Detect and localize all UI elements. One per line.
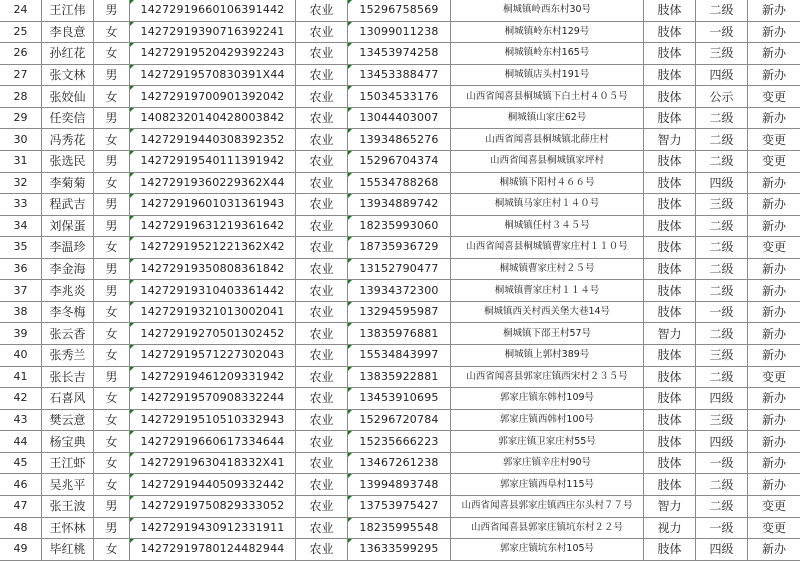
occupation-cell[interactable]: 农业	[296, 474, 348, 496]
disability-level-cell[interactable]: 二级	[696, 215, 748, 237]
address-cell[interactable]: 桐城镇岭西东村30号	[451, 0, 644, 21]
id-number-cell[interactable]: 14272919350808361842	[130, 258, 296, 280]
row-number-cell[interactable]: 42	[0, 388, 42, 410]
sex-cell[interactable]: 男	[94, 215, 130, 237]
address-cell[interactable]: 桐城镇山家庄62号	[451, 107, 644, 129]
disability-level-cell[interactable]: 一级	[696, 517, 748, 539]
address-cell[interactable]: 桐城镇西关村西关堡大巷14号	[451, 301, 644, 323]
disability-type-cell[interactable]: 肢体	[644, 409, 696, 431]
id-number-cell[interactable]: 14082320140428003842	[130, 107, 296, 129]
disability-level-cell[interactable]: 二级	[696, 258, 748, 280]
address-cell[interactable]: 山西省闻喜县郭家庄镇西宋村２３５号	[451, 366, 644, 388]
name-cell[interactable]: 程武吉	[42, 194, 94, 216]
phone-cell[interactable]: 18235993060	[348, 215, 451, 237]
disability-type-cell[interactable]: 肢体	[644, 150, 696, 172]
phone-cell[interactable]: 13994893748	[348, 474, 451, 496]
disability-type-cell[interactable]: 智力	[644, 495, 696, 517]
id-number-cell[interactable]: 14272919440308392352	[130, 129, 296, 151]
address-cell[interactable]: 桐城镇上郭村389号	[451, 345, 644, 367]
row-number-cell[interactable]: 34	[0, 215, 42, 237]
sex-cell[interactable]: 女	[94, 86, 130, 108]
status-cell[interactable]: 新办	[748, 258, 800, 280]
occupation-cell[interactable]: 农业	[296, 323, 348, 345]
name-cell[interactable]: 李菊菊	[42, 172, 94, 194]
table-row	[0, 366, 800, 388]
status-cell[interactable]: 变更	[748, 237, 800, 259]
disability-level-cell[interactable]: 三级	[696, 43, 748, 65]
disability-type-cell[interactable]: 肢体	[644, 539, 696, 561]
name-cell[interactable]: 樊云意	[42, 409, 94, 431]
disability-type-cell[interactable]: 肢体	[644, 86, 696, 108]
sex-cell[interactable]: 女	[94, 43, 130, 65]
name-cell[interactable]: 王怀林	[42, 517, 94, 539]
phone-cell[interactable]: 15034533176	[348, 86, 451, 108]
occupation-cell[interactable]: 农业	[296, 258, 348, 280]
table-row	[0, 431, 800, 453]
table-row	[0, 409, 800, 431]
disability-level-cell[interactable]: 一级	[696, 301, 748, 323]
address-cell[interactable]: 桐城镇店头村191号	[451, 64, 644, 86]
occupation-cell[interactable]: 农业	[296, 21, 348, 43]
occupation-cell[interactable]: 农业	[296, 129, 348, 151]
disability-level-cell[interactable]: 二级	[696, 107, 748, 129]
table-row	[0, 129, 800, 151]
row-number-cell[interactable]: 29	[0, 107, 42, 129]
disability-level-cell[interactable]: 二级	[696, 280, 748, 302]
table-row	[0, 388, 800, 410]
disability-level-cell[interactable]: 四级	[696, 64, 748, 86]
phone-cell[interactable]: 13835976881	[348, 323, 451, 345]
occupation-cell[interactable]: 农业	[296, 431, 348, 453]
phone-cell[interactable]: 13453388477	[348, 64, 451, 86]
occupation-cell[interactable]: 农业	[296, 301, 348, 323]
name-cell[interactable]: 王江伟	[42, 0, 94, 21]
name-cell[interactable]: 李温珍	[42, 237, 94, 259]
row-number-cell[interactable]: 24	[0, 0, 42, 21]
sex-cell[interactable]: 男	[94, 150, 130, 172]
address-cell[interactable]: 郭家庄镇西韩村100号	[451, 409, 644, 431]
sex-cell[interactable]: 女	[94, 431, 130, 453]
disability-type-cell[interactable]: 肢体	[644, 194, 696, 216]
id-number-cell[interactable]: 14272919360229362X44	[130, 172, 296, 194]
row-number-cell[interactable]: 32	[0, 172, 42, 194]
status-cell[interactable]: 变更	[748, 517, 800, 539]
name-cell[interactable]: 毕红桃	[42, 539, 94, 561]
sex-cell[interactable]: 男	[94, 258, 130, 280]
row-number-cell[interactable]: 45	[0, 452, 42, 474]
table-row	[0, 345, 800, 367]
phone-cell[interactable]: 15296758569	[348, 0, 451, 21]
occupation-cell[interactable]: 农业	[296, 409, 348, 431]
sex-cell[interactable]: 女	[94, 129, 130, 151]
address-cell[interactable]: 郭家庄镇卫家庄村55号	[451, 431, 644, 453]
row-number-cell[interactable]: 41	[0, 366, 42, 388]
table-row	[0, 150, 800, 172]
id-number-cell[interactable]: 14272919521221362X42	[130, 237, 296, 259]
table-row	[0, 215, 800, 237]
row-number-cell[interactable]: 48	[0, 517, 42, 539]
address-cell[interactable]: 山西省闻喜县桐城镇北薛庄村	[451, 129, 644, 151]
table-row	[0, 452, 800, 474]
id-number-cell[interactable]: 14272919780124482944	[130, 539, 296, 561]
occupation-cell[interactable]: 农业	[296, 215, 348, 237]
status-cell[interactable]: 新办	[748, 43, 800, 65]
status-cell[interactable]: 新办	[748, 474, 800, 496]
table-row	[0, 0, 800, 21]
row-number-cell[interactable]: 37	[0, 280, 42, 302]
id-number-cell[interactable]: 14272919570830391X44	[130, 64, 296, 86]
disability-type-cell[interactable]: 肢体	[644, 301, 696, 323]
name-cell[interactable]: 石喜风	[42, 388, 94, 410]
address-cell[interactable]: 桐城镇下邵王村57号	[451, 323, 644, 345]
status-cell[interactable]: 新办	[748, 539, 800, 561]
table-row	[0, 495, 800, 517]
sex-cell[interactable]: 女	[94, 345, 130, 367]
status-cell[interactable]: 新办	[748, 323, 800, 345]
sex-cell[interactable]: 男	[94, 64, 130, 86]
phone-cell[interactable]: 13934865276	[348, 129, 451, 151]
disability-type-cell[interactable]: 肢体	[644, 388, 696, 410]
disability-type-cell[interactable]: 肢体	[644, 43, 696, 65]
disability-level-cell[interactable]: 二级	[696, 495, 748, 517]
status-cell[interactable]: 新办	[748, 21, 800, 43]
status-cell[interactable]: 变更	[748, 150, 800, 172]
phone-cell[interactable]: 13099011238	[348, 21, 451, 43]
phone-cell[interactable]: 15534843997	[348, 345, 451, 367]
address-cell[interactable]: 山西省闻喜县郭家庄镇坑东村２２号	[451, 517, 644, 539]
id-number-cell[interactable]: 14272919601031361943	[130, 194, 296, 216]
id-number-cell[interactable]: 14272919571227302043	[130, 345, 296, 367]
table-row	[0, 21, 800, 43]
occupation-cell[interactable]: 农业	[296, 86, 348, 108]
disability-level-cell[interactable]: 三级	[696, 194, 748, 216]
id-number-cell[interactable]: 14272919390716392241	[130, 21, 296, 43]
phone-cell[interactable]: 13467261238	[348, 452, 451, 474]
sex-cell[interactable]: 男	[94, 495, 130, 517]
address-cell[interactable]: 山西省闻喜县桐城镇下白土村４０５号	[451, 86, 644, 108]
disability-level-cell[interactable]: 四级	[696, 431, 748, 453]
table-row	[0, 64, 800, 86]
disability-type-cell[interactable]: 肢体	[644, 345, 696, 367]
phone-cell[interactable]: 15296704374	[348, 150, 451, 172]
status-cell[interactable]: 新办	[748, 388, 800, 410]
id-number-cell[interactable]: 14272919660617334644	[130, 431, 296, 453]
status-cell[interactable]: 新办	[748, 431, 800, 453]
sex-cell[interactable]: 男	[94, 107, 130, 129]
status-cell[interactable]: 新办	[748, 0, 800, 21]
occupation-cell[interactable]: 农业	[296, 280, 348, 302]
phone-cell[interactable]: 13044403007	[348, 107, 451, 129]
disability-level-cell[interactable]: 二级	[696, 129, 748, 151]
sex-cell[interactable]: 女	[94, 474, 130, 496]
phone-cell[interactable]: 13934372300	[348, 280, 451, 302]
id-number-cell[interactable]: 14272919270501302452	[130, 323, 296, 345]
status-cell[interactable]: 新办	[748, 172, 800, 194]
disability-level-cell[interactable]: 二级	[696, 150, 748, 172]
address-cell[interactable]: 桐城镇任村３４５号	[451, 215, 644, 237]
id-number-cell[interactable]: 14272919700901392042	[130, 86, 296, 108]
sex-cell[interactable]: 女	[94, 388, 130, 410]
name-cell[interactable]: 李良意	[42, 21, 94, 43]
id-number-cell[interactable]: 14272919461209331942	[130, 366, 296, 388]
phone-cell[interactable]: 13633599295	[348, 539, 451, 561]
row-number-cell[interactable]: 40	[0, 345, 42, 367]
row-number-cell[interactable]: 43	[0, 409, 42, 431]
disability-level-cell[interactable]: 四级	[696, 539, 748, 561]
row-number-cell[interactable]: 33	[0, 194, 42, 216]
id-number-cell[interactable]: 14272919750829333052	[130, 495, 296, 517]
table-row	[0, 539, 800, 561]
address-cell[interactable]: 山西省闻喜县桐城镇曹家庄村１１０号	[451, 237, 644, 259]
status-cell[interactable]: 新办	[748, 301, 800, 323]
address-cell[interactable]: 桐城镇曹家庄村１１４号	[451, 280, 644, 302]
phone-cell[interactable]: 15534788268	[348, 172, 451, 194]
phone-cell[interactable]: 13753975427	[348, 495, 451, 517]
sex-cell[interactable]: 女	[94, 539, 130, 561]
sex-cell[interactable]: 女	[94, 323, 130, 345]
disability-type-cell[interactable]: 肢体	[644, 172, 696, 194]
disability-type-cell[interactable]: 肢体	[644, 237, 696, 259]
row-number-cell[interactable]: 39	[0, 323, 42, 345]
disability-type-cell[interactable]: 肢体	[644, 366, 696, 388]
status-cell[interactable]: 新办	[748, 452, 800, 474]
name-cell[interactable]: 张云香	[42, 323, 94, 345]
disability-level-cell[interactable]: 二级	[696, 323, 748, 345]
table-row	[0, 474, 800, 496]
address-cell[interactable]: 桐城镇曹家庄村２５号	[451, 258, 644, 280]
row-number-cell[interactable]: 49	[0, 539, 42, 561]
sex-cell[interactable]: 女	[94, 301, 130, 323]
address-cell[interactable]: 桐城镇岭东村165号	[451, 43, 644, 65]
status-cell[interactable]: 新办	[748, 194, 800, 216]
row-number-cell[interactable]: 25	[0, 21, 42, 43]
name-cell[interactable]: 张文林	[42, 64, 94, 86]
name-cell[interactable]: 李金海	[42, 258, 94, 280]
disability-level-cell[interactable]: 公示	[696, 86, 748, 108]
sex-cell[interactable]: 女	[94, 452, 130, 474]
disability-level-cell[interactable]: 一级	[696, 452, 748, 474]
name-cell[interactable]: 刘保蛋	[42, 215, 94, 237]
disability-level-cell[interactable]: 二级	[696, 0, 748, 21]
table-row	[0, 237, 800, 259]
occupation-cell[interactable]: 农业	[296, 237, 348, 259]
name-cell[interactable]: 张秀兰	[42, 345, 94, 367]
disability-type-cell[interactable]: 肢体	[644, 474, 696, 496]
disability-type-cell[interactable]: 肢体	[644, 258, 696, 280]
table-row	[0, 258, 800, 280]
table-row	[0, 43, 800, 65]
id-number-cell[interactable]: 14272919540111391942	[130, 150, 296, 172]
occupation-cell[interactable]: 农业	[296, 0, 348, 21]
phone-cell[interactable]: 18235995548	[348, 517, 451, 539]
id-number-cell[interactable]: 14272919570908332244	[130, 388, 296, 410]
occupation-cell[interactable]: 农业	[296, 452, 348, 474]
table-row	[0, 172, 800, 194]
address-cell[interactable]: 桐城镇马家庄村１４０号	[451, 194, 644, 216]
row-number-cell[interactable]: 28	[0, 86, 42, 108]
table-row	[0, 194, 800, 216]
id-number-cell[interactable]: 14272919430912331911	[130, 517, 296, 539]
phone-cell[interactable]: 13294595987	[348, 301, 451, 323]
status-cell[interactable]: 新办	[748, 345, 800, 367]
row-number-cell[interactable]: 35	[0, 237, 42, 259]
row-number-cell[interactable]: 46	[0, 474, 42, 496]
row-number-cell[interactable]: 44	[0, 431, 42, 453]
status-cell[interactable]: 变更	[748, 366, 800, 388]
sex-cell[interactable]: 女	[94, 237, 130, 259]
row-number-cell[interactable]: 30	[0, 129, 42, 151]
disability-type-cell[interactable]: 肢体	[644, 431, 696, 453]
row-number-cell[interactable]: 26	[0, 43, 42, 65]
sex-cell[interactable]: 男	[94, 194, 130, 216]
name-cell[interactable]: 任奕信	[42, 107, 94, 129]
name-cell[interactable]: 张选民	[42, 150, 94, 172]
name-cell[interactable]: 张王波	[42, 495, 94, 517]
disability-type-cell[interactable]: 肢体	[644, 107, 696, 129]
occupation-cell[interactable]: 农业	[296, 194, 348, 216]
name-cell[interactable]: 张长吉	[42, 366, 94, 388]
id-number-cell[interactable]: 14272919440509332442	[130, 474, 296, 496]
name-cell[interactable]: 杨宝典	[42, 431, 94, 453]
sex-cell[interactable]: 女	[94, 409, 130, 431]
address-cell[interactable]: 桐城镇下阳村４６６号	[451, 172, 644, 194]
name-cell[interactable]: 王江虾	[42, 452, 94, 474]
disability-level-cell[interactable]: 四级	[696, 388, 748, 410]
occupation-cell[interactable]: 农业	[296, 388, 348, 410]
id-number-cell[interactable]: 14272919510510332943	[130, 409, 296, 431]
id-number-cell[interactable]: 14272919631219361642	[130, 215, 296, 237]
name-cell[interactable]: 孙红花	[42, 43, 94, 65]
name-cell[interactable]: 冯秀花	[42, 129, 94, 151]
table-row	[0, 280, 800, 302]
disability-type-cell[interactable]: 智力	[644, 323, 696, 345]
disability-level-cell[interactable]: 三级	[696, 409, 748, 431]
address-cell[interactable]: 郭家庄镇辛庄村90号	[451, 452, 644, 474]
phone-cell[interactable]: 18735936729	[348, 237, 451, 259]
phone-cell[interactable]: 13453910695	[348, 388, 451, 410]
row-number-cell[interactable]: 47	[0, 495, 42, 517]
occupation-cell[interactable]: 农业	[296, 345, 348, 367]
sex-cell[interactable]: 男	[94, 280, 130, 302]
row-number-cell[interactable]: 31	[0, 150, 42, 172]
phone-cell[interactable]: 13835922881	[348, 366, 451, 388]
phone-cell[interactable]: 13453974258	[348, 43, 451, 65]
name-cell[interactable]: 吴兆平	[42, 474, 94, 496]
id-number-cell[interactable]: 14272919321013002041	[130, 301, 296, 323]
address-cell[interactable]: 郭家庄镇坑东村105号	[451, 539, 644, 561]
id-number-cell[interactable]: 14272919520429392243	[130, 43, 296, 65]
status-cell[interactable]: 变更	[748, 86, 800, 108]
disability-type-cell[interactable]: 肢体	[644, 452, 696, 474]
address-cell[interactable]: 郭家庄镇东韩村109号	[451, 388, 644, 410]
sex-cell[interactable]: 女	[94, 21, 130, 43]
phone-cell[interactable]: 15235666223	[348, 431, 451, 453]
disability-level-cell[interactable]: 四级	[696, 172, 748, 194]
disability-level-cell[interactable]: 二级	[696, 237, 748, 259]
row-number-cell[interactable]: 27	[0, 64, 42, 86]
table-row	[0, 301, 800, 323]
phone-cell[interactable]: 13152790477	[348, 258, 451, 280]
status-cell[interactable]: 新办	[748, 215, 800, 237]
status-cell[interactable]: 新办	[748, 280, 800, 302]
disability-type-cell[interactable]: 智力	[644, 129, 696, 151]
sex-cell[interactable]: 女	[94, 172, 130, 194]
name-cell[interactable]: 李兆炎	[42, 280, 94, 302]
occupation-cell[interactable]: 农业	[296, 366, 348, 388]
disability-type-cell[interactable]: 视力	[644, 517, 696, 539]
phone-cell[interactable]: 15296720784	[348, 409, 451, 431]
sex-cell[interactable]: 男	[94, 517, 130, 539]
occupation-cell[interactable]: 农业	[296, 107, 348, 129]
id-number-cell[interactable]: 14272919310403361442	[130, 280, 296, 302]
address-cell[interactable]: 山西省闻喜县郭家庄镇西庄尔头村７７号	[451, 495, 644, 517]
disability-level-cell[interactable]: 一级	[696, 21, 748, 43]
occupation-cell[interactable]: 农业	[296, 43, 348, 65]
row-number-cell[interactable]: 36	[0, 258, 42, 280]
disability-level-cell[interactable]: 三级	[696, 345, 748, 367]
address-cell[interactable]: 山西省闻喜县桐城镇家坪村	[451, 150, 644, 172]
occupation-cell[interactable]: 农业	[296, 172, 348, 194]
table-row	[0, 86, 800, 108]
disability-type-cell[interactable]: 肢体	[644, 64, 696, 86]
disability-level-cell[interactable]: 二级	[696, 366, 748, 388]
disability-type-cell[interactable]: 肢体	[644, 0, 696, 21]
occupation-cell[interactable]: 农业	[296, 495, 348, 517]
occupation-cell[interactable]: 农业	[296, 150, 348, 172]
sex-cell[interactable]: 男	[94, 0, 130, 21]
name-cell[interactable]: 张姣仙	[42, 86, 94, 108]
status-cell[interactable]: 新办	[748, 107, 800, 129]
status-cell[interactable]: 变更	[748, 495, 800, 517]
disability-level-cell[interactable]: 二级	[696, 474, 748, 496]
occupation-cell[interactable]: 农业	[296, 539, 348, 561]
phone-cell[interactable]: 13934889742	[348, 194, 451, 216]
disability-type-cell[interactable]: 肢体	[644, 21, 696, 43]
address-cell[interactable]: 郭家庄镇西阜村115号	[451, 474, 644, 496]
sex-cell[interactable]: 男	[94, 366, 130, 388]
name-cell[interactable]: 李冬梅	[42, 301, 94, 323]
disability-type-cell[interactable]: 肢体	[644, 280, 696, 302]
table-row	[0, 517, 800, 539]
address-cell[interactable]: 桐城镇岭东村129号	[451, 21, 644, 43]
id-number-cell[interactable]: 14272919660106391442	[130, 0, 296, 21]
disability-type-cell[interactable]: 肢体	[644, 215, 696, 237]
occupation-cell[interactable]: 农业	[296, 64, 348, 86]
status-cell[interactable]: 新办	[748, 64, 800, 86]
table-row	[0, 323, 800, 345]
id-number-cell[interactable]: 14272919630418332X41	[130, 452, 296, 474]
status-cell[interactable]: 变更	[748, 129, 800, 151]
occupation-cell[interactable]: 农业	[296, 517, 348, 539]
table-row	[0, 107, 800, 129]
status-cell[interactable]: 新办	[748, 409, 800, 431]
row-number-cell[interactable]: 38	[0, 301, 42, 323]
